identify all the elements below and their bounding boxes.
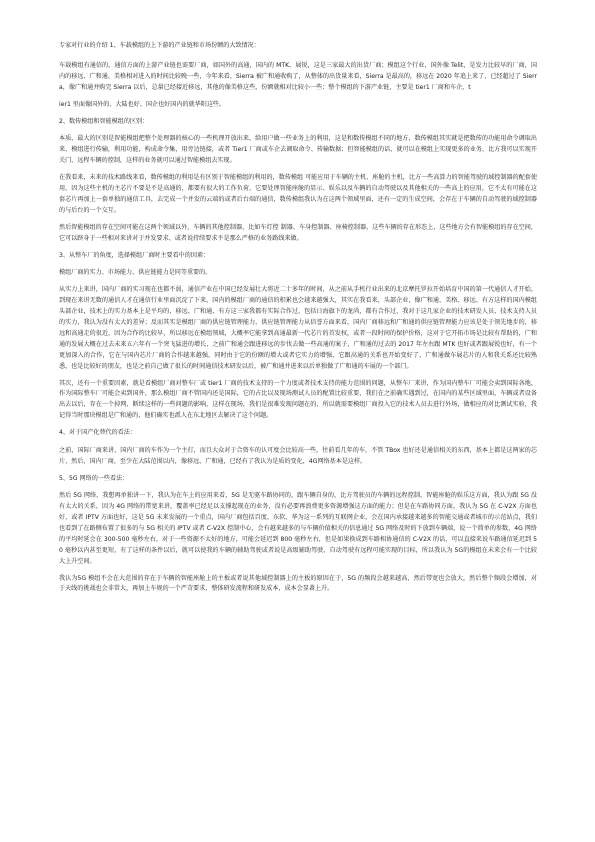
- body-paragraph: 在我看来，未来的技术路线来看，数传模组的利用是有区别于智能模组的利用的，数传模组 可能应用于车辆的主机、座舱的主机，比方一些高算力的智能驾驶的域控制器的配套使用，因为这些主机的主芯片不要是不是高通的，都要有很大的工作负荷，它要处理智能座舱的显示、娱乐以及车辆的自动驾驶以及其他相关的一些高上的应用，它不太有可能在这套芯片再加上一套单独的通信工具，去完成一个并发的云端的或者后台端的通信，数传模组我认为在这两个领域里面，还有一定的生成空间，会存在于车辆的自动驾驶的域控制器的与后台的一个交互。: [59, 174, 537, 214]
- body-paragraph: 然后 5G 网络，我想再单独讲一下，我认为在车上的应用来看，5G 是无驱车路协同的，跟车辆自身的，比方驾驶员的车辆的远程控制、智能座舱的娱乐这方面，我认为跟 5G 没有太大的关系，因为 4G 网络的带宽来讲，覆盖率已经足以支撑起现在的业务，没有必要再浪费更多资源增强这方面的能力；但是在车路协同方面，我认为 5G 在 C-V2X 方面也好，或者 IPTV 方面也好，这是 5G 未来发展的一个重点，国内厂商包括百度、东软、华为这一系列的互联网企业，会在国内承接越来越多的智能交通或者城市的示范站点，我们也看到了在路侧布置了很多的与 5G 相关的 IPTV 或者 C-V2X 控制中心，会有越来越多的与车辆价值相关的信息通过 5G 网络及时的下放到车辆端，说一个简单的参数，4G 网络的平均时延会在 300-500 毫秒左右，对于一些资源不太好的地方，可能会延迟到 800 毫秒左右，但是如果换成到车路相协通信的 C-V2X 的话，可以直接来说车路通信延迟到 50 毫秒以内甚至更短，有了这样的条件以后，就可以使我的车辆的辅助驾驶或者说是高级辅助驾驶、自动驾驶有远程可能实现的目标，所以我认为 5G的模组在未来会有一个比较大上升空间。: [59, 492, 537, 565]
- body-paragraph: 本质、最大的区别是智能模组把整个处理器的核心的一些机理开放出来，给用户做一些业务上的利用，这是和数传模组不同的地方，数传模组其实就是把数传的功能用命令调取出来，模组进行传输，利用功能，构成命令集，用旁边链接，或者 Tier1 厂商或车企去调取命令、传输数据；但智能模组的话，就可以在模组上实现更多的业务，比方我可以实现开关门、远程车辆的控制，这样的业务就可以通过智能模组去实现。: [59, 135, 537, 165]
- section-heading: 5、5G 网络的一些看法：: [59, 474, 129, 482]
- body-paragraph: 然后智能模组的存在空间可能在这两个领域以外，车辆的其他控制器，比如车灯控 制器、车身控制器、座椅控制器，这些车辆的存在形态上，这些地方会有智能模组的存在空间，它可以跻身于一些相对来讲对于并发要求、或者说持续要求不是那么严格的业务路线来做。: [59, 223, 537, 242]
- body-paragraph: 我认为5G 模组不会在大范围的存在于车辆的智能座舱上的主板或者说其他域控制器上的主板的原因在于，5G 的频段会越来越高，然后带宽也会放大，然后整个频段会增加，对于天线的挑战也会非常大，再加上车规的一个严苛要求，整体研发流程和研发成本，成本会显著上升。: [59, 574, 537, 593]
- body-paragraph: 模组厂商的实力、市场能力、供应链能力是同等重要的。: [59, 269, 212, 277]
- section-heading: 3、从整车厂的角度，选择模组厂商时主要看中的因素：: [59, 251, 210, 259]
- section-heading: 4、对于国产化替代的看法：: [59, 429, 137, 437]
- section-heading: 2、数传模组和智能模组的区别：: [59, 117, 149, 125]
- body-paragraph: 其次，还有一个重要因素，就是看模组厂商对整车厂或 tier1 厂商的技术支持的一个力度或者技术支持的能力范围的问题，从整车厂来讲，作为国内整车厂可能会卖到国际各地，作为国际整车厂可能会卖到国外，那么模组厂商不管国内还是国际，它的占比以及现场测试人员的配置比较重要，我们在之前确实遇到过，在国内的某些区域里面，车辆或者设备出去以后，存在一个掉网、断续这样的一些问题的影响，这样在现场，我们是很难发现问题在的，所以就需要模组厂商投入它的技术人员去进行外场，做相应的对比测试实验，我记得当时那块模组是广和通的，他们确实也派人在东北地区去解决了这个问题。: [59, 379, 537, 420]
- body-paragraph: 之前，国际厂商来讲，国内厂商的车作为一个主打，而且大众对于合资车的认可度会比较高一些，往前看几年的车，不管 TBox 也好还是通信相关的东西，基本上都是这两家的芯片，然后，国内厂商，至少在大陆范围以内，像移远、广和通，已经有了我认为是质的变化，4G网络基本是这样。: [59, 446, 537, 465]
- body-paragraph: 从实力上来讲，国内厂商的实习现在也都不弱，通信产业在中国已经发展壮大将近二十多年的时间，从之前从手机行业出来的北京摩托罗拉开始培育中国的第一代通信人才开始，到现在来讲无数的通信人才在通信行业里面沉淀了下来，国内的模组厂商的通信的积累也会越来越强大，其实在我看来，头部企业，像广和通、美格、移远、有方这样的国内模组头部企业，技术上的实力基本上是平均的，移远、广和通、有方这三家我都有实际合作过，包括日海旗下的龙尚，都有合作过，我对于这几家企业的技术研发人员、技术支持人员的实力，我认为没有太大的差异；反而其实是模组厂商的供应链管理能力，供应链管理能力从信誉方面来看，国内厂商移远和广和通的供应链管理能力应该是处于领先地步的，移远和高通走的很近，因为合作的比较早，所以移远在模组领域，大概率它能拿到高通最新一代芯片的首发权，或者一段时间的保护价格，这对于它开拓市场是比较有帮助的，广和通的发展大概在过去未来五六年有一个突飞猛进的增长，之前广和通会跟进移远的步伐去做一些高通的案子，广和通的过去的 2017 年左右跟 MTK 也好或者跟展锐也好，有一个更加深入的合作，它在与国内芯片厂商的合作越来越强，同时由于它的份额的增大或者它实力的增强，它跟高通的关系也开始变好了，广和通做车展芯片的人和我关系还比较熟悉，也是比较好的朋友，也是之前自己做了很长的时间通信技术研发以后，被广和通并进来以后单独做了广和通的车展的一个部门。: [59, 286, 537, 370]
- body-paragraph: ier1 里面像国外的、大陆也好、国企也好国内的就华阳这些。: [59, 100, 226, 108]
- intro-line: 专家对行业的介绍 1、车载模组的上下游的产业链和市场份额的大致情况：: [59, 42, 260, 49]
- body-paragraph: 车载模组有通信的，通信方面的上游产业链也需要厂商，如国外的高通，国内的 MTK、展锐，这是三家最大的出货厂商；模组这个行业，国外像 Telit，是发力比较早的厂商，国内的移远、广和通、美格相对进入的时间比较晚一些，今年来看，Sierra 被广和通收购了，从整体的出货量来看，Sierra 是最高的，移远在 2020 年追上来了，已经超过了 Sierra，像广和通并购完 Sierra 以后，总量已经接近移远，其他的像美格这些，份额就相对比较小一些；整个模组的下游产业链，主要是 tier1 厂商和车企，t: [59, 61, 537, 91]
